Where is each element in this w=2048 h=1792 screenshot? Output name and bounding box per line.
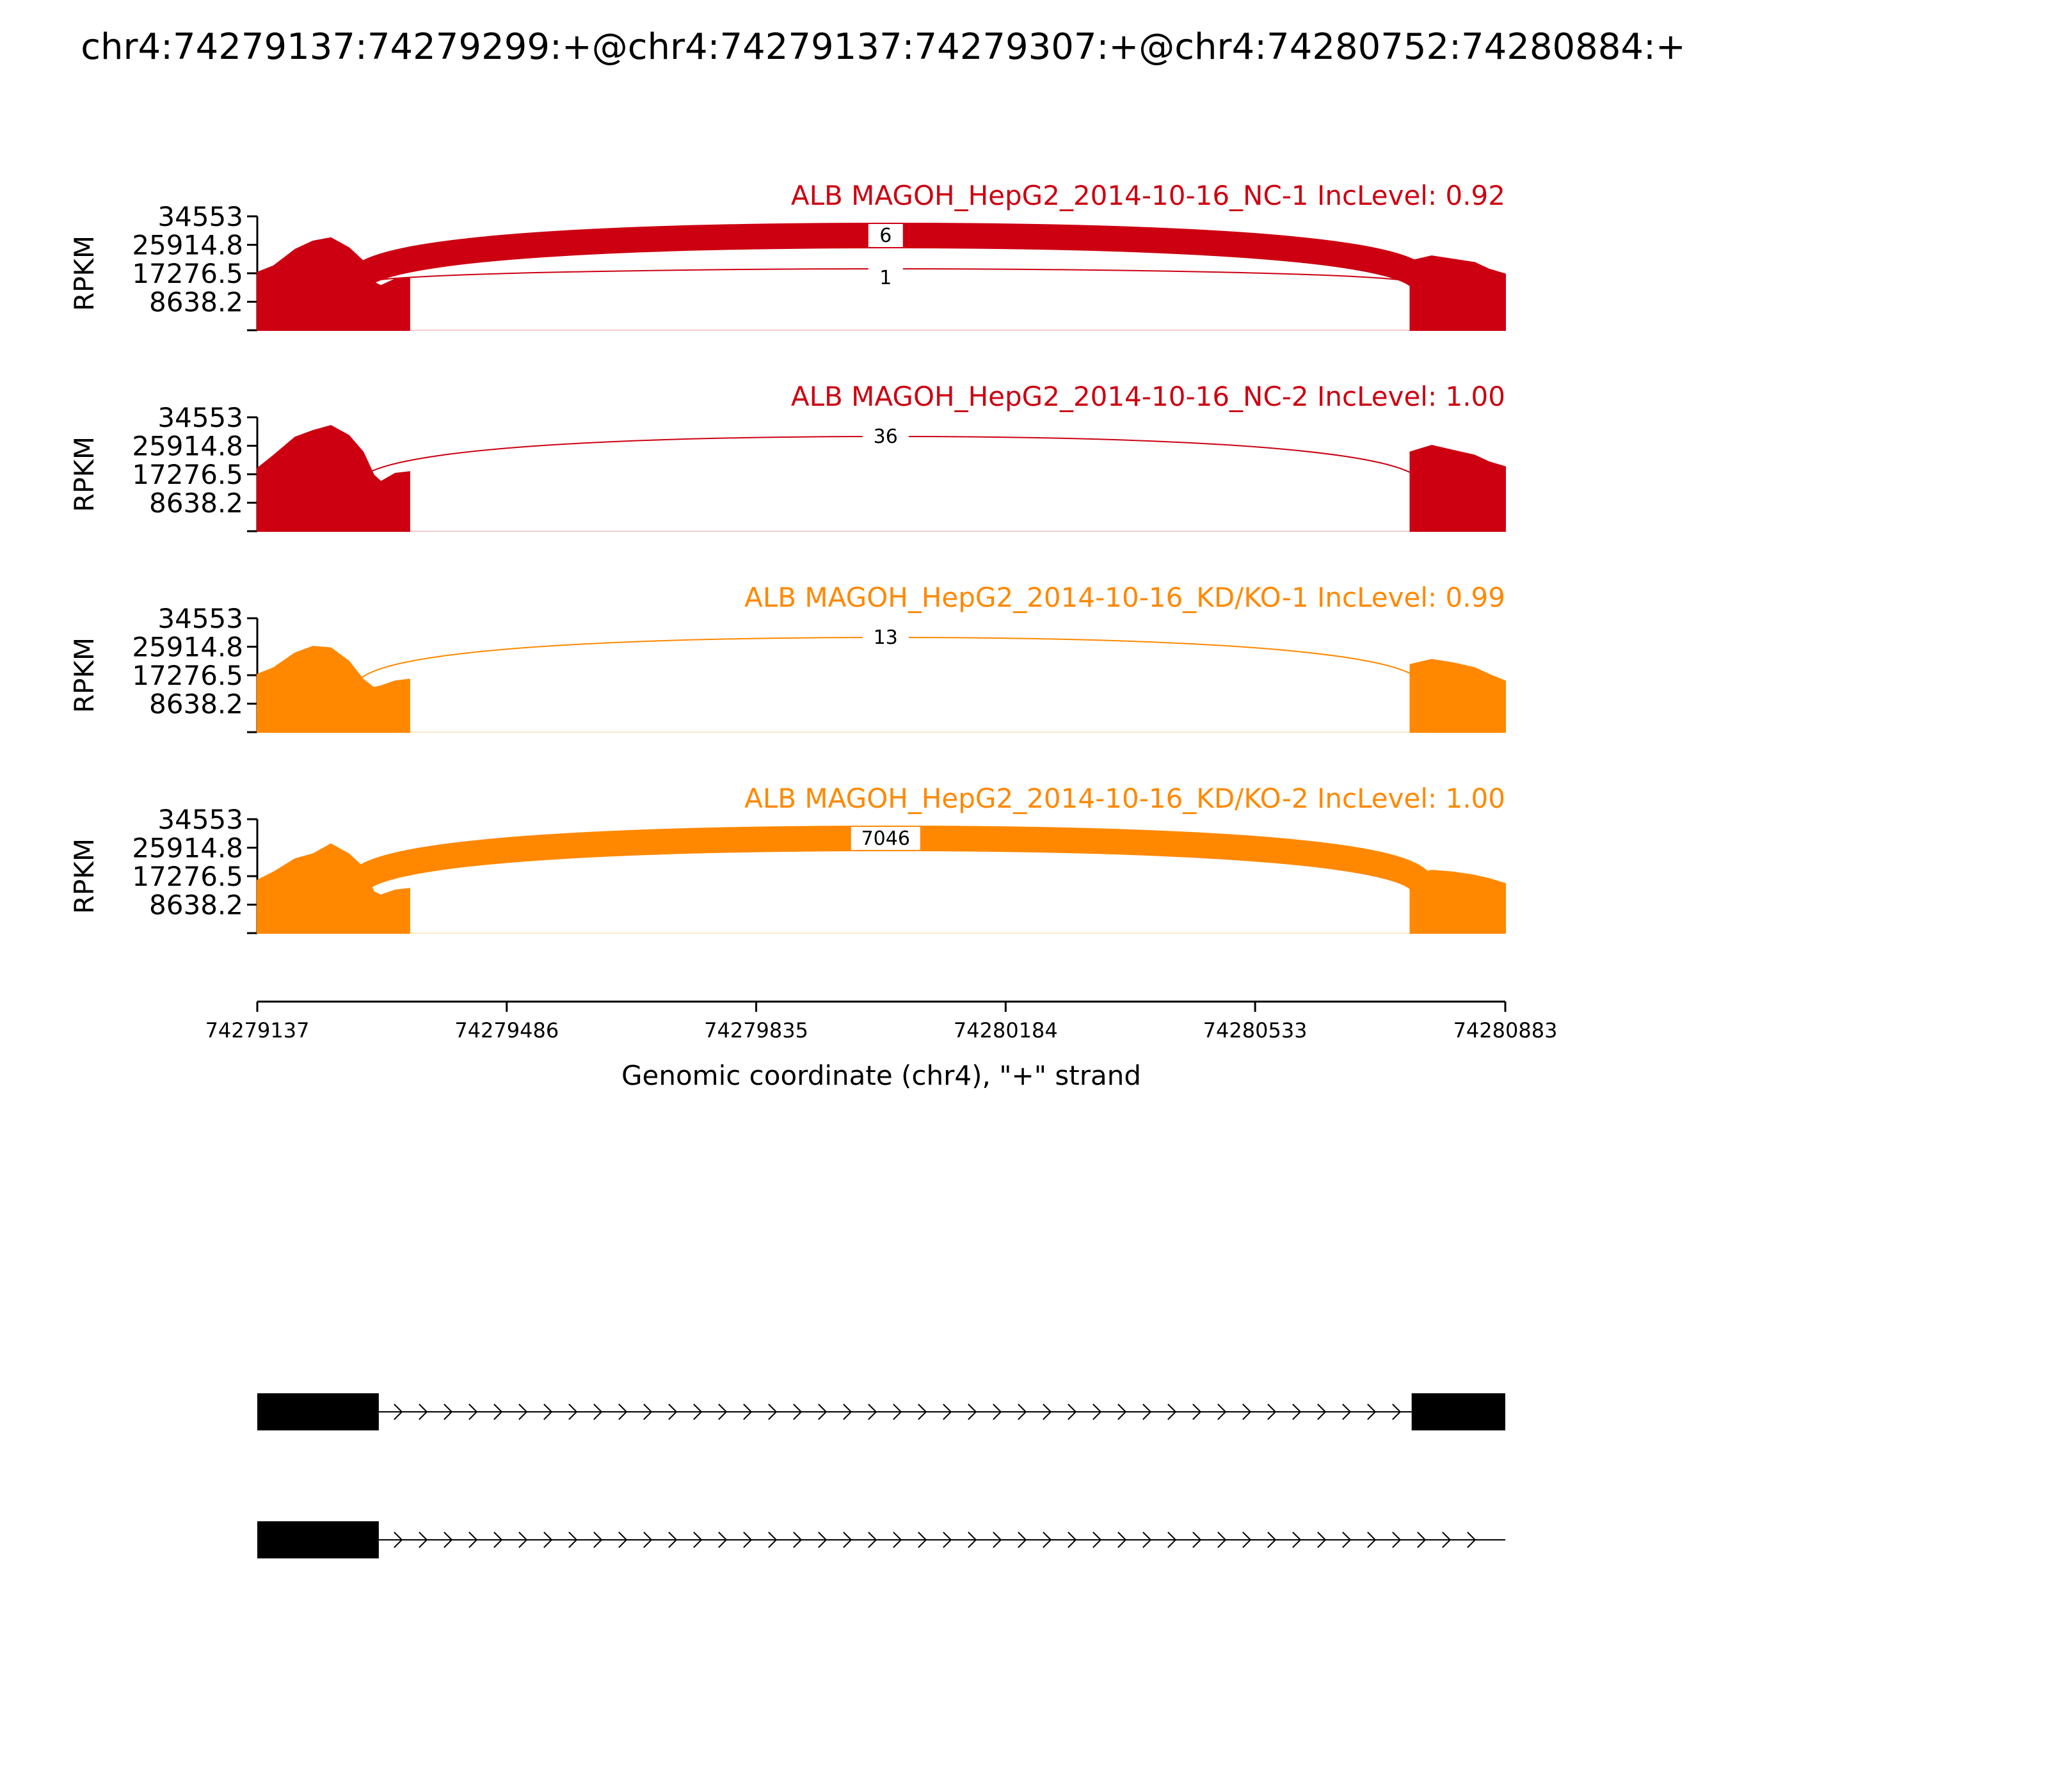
y-tick-label: 34553 <box>157 804 243 835</box>
coverage-panels <box>68 180 1505 933</box>
coverage-panel-4 <box>68 783 1505 933</box>
coverage-panel-1 <box>68 180 1505 330</box>
y-tick-label: 17276.5 <box>132 258 243 289</box>
isoform-1 <box>257 1393 1505 1430</box>
sample-label: ALB MAGOH_HepG2_2014-10-16_KD/KO-1 IncLevel: 0.99 <box>744 582 1505 613</box>
y-tick-label: 8638.2 <box>149 688 243 720</box>
x-tick-label: 74279137 <box>205 1018 310 1043</box>
exon-block <box>257 1393 379 1430</box>
y-axis-label: RPKM <box>68 838 100 915</box>
exon-block <box>1412 1393 1505 1430</box>
coverage-area-exon1 <box>257 426 410 531</box>
x-axis <box>205 1002 1558 1091</box>
y-tick-label: 34553 <box>157 603 243 634</box>
coverage-area-exon2 <box>1411 660 1506 732</box>
y-tick-label: 17276.5 <box>132 459 243 490</box>
y-tick-label: 8638.2 <box>149 286 243 318</box>
isoform-2 <box>257 1521 1505 1558</box>
y-tick-label: 8638.2 <box>149 487 243 519</box>
x-tick-label: 74280533 <box>1203 1018 1308 1043</box>
exon-block <box>257 1521 379 1558</box>
x-tick-label: 74280883 <box>1453 1018 1558 1043</box>
y-axis-label: RPKM <box>68 235 100 312</box>
y-tick-label: 25914.8 <box>132 631 243 663</box>
y-tick-label: 34553 <box>157 201 243 232</box>
y-tick-label: 17276.5 <box>132 660 243 691</box>
coverage-panel-3 <box>68 582 1505 732</box>
y-tick-label: 25914.8 <box>132 832 243 864</box>
coverage-panel-2 <box>68 381 1505 531</box>
junction-count-label: 6 <box>879 225 892 247</box>
y-tick-label: 8638.2 <box>149 889 243 921</box>
x-tick-label: 74279835 <box>704 1018 808 1043</box>
y-axis-label: RPKM <box>68 436 100 513</box>
sample-label: ALB MAGOH_HepG2_2014-10-16_NC-1 IncLevel: 0.92 <box>790 180 1505 211</box>
coverage-area-exon1 <box>257 646 410 732</box>
y-tick-label: 34553 <box>157 402 243 433</box>
y-tick-label: 17276.5 <box>132 861 243 892</box>
figure-title: chr4:74279137:74279299:+@chr4:74279137:74279307:+@chr4:74280752:74280884:+ <box>81 26 1686 68</box>
coverage-area-exon2 <box>1411 445 1506 531</box>
junction-count-label: 1 <box>879 267 892 289</box>
junction-count-label: 7046 <box>861 828 910 850</box>
junction-count-label: 13 <box>873 627 898 649</box>
junction-count-label: 36 <box>873 426 898 448</box>
coverage-area-exon2 <box>1411 870 1506 933</box>
y-tick-label: 25914.8 <box>132 229 243 261</box>
y-axis-label: RPKM <box>68 637 100 714</box>
x-axis-label: Genomic coordinate (chr4), "+" strand <box>621 1060 1142 1091</box>
sample-label: ALB MAGOH_HepG2_2014-10-16_NC-2 IncLevel: 1.00 <box>790 381 1505 412</box>
sample-label: ALB MAGOH_HepG2_2014-10-16_KD/KO-2 IncLevel: 1.00 <box>744 783 1505 814</box>
y-tick-label: 25914.8 <box>132 430 243 462</box>
x-tick-label: 74279486 <box>454 1018 559 1043</box>
isoform-track <box>257 1393 1505 1558</box>
x-tick-label: 74280184 <box>953 1018 1058 1043</box>
